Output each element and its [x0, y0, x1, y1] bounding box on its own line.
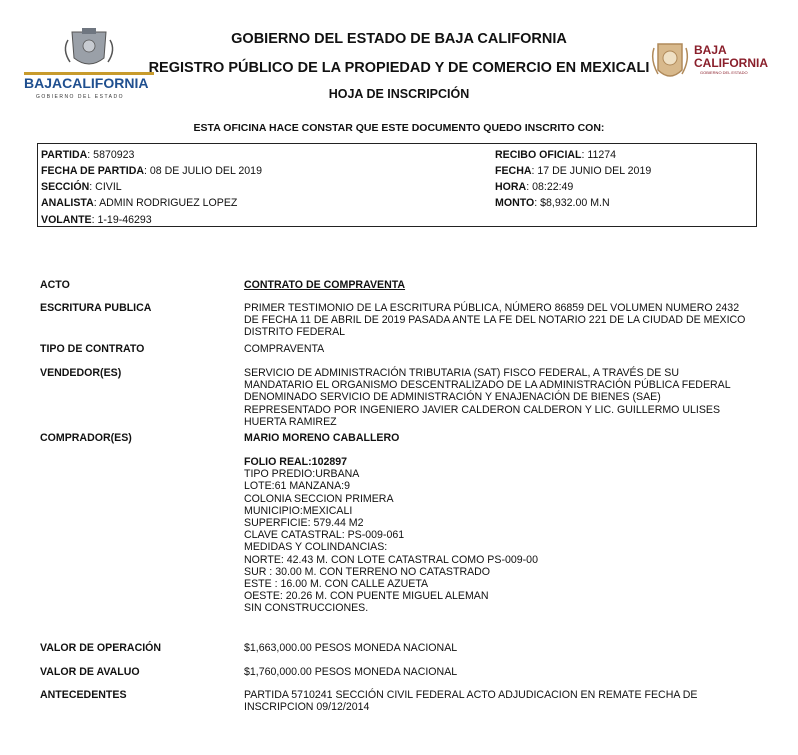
recibo-field: RECIBO OFICIAL: 11274 — [495, 149, 617, 161]
valor-operacion-label: VALOR DE OPERACIÓN — [40, 642, 162, 654]
baja-california-brand-logo — [650, 36, 780, 86]
comprador-value: MARIO MORENO CABALLERO — [244, 432, 400, 444]
logo-right-text-1: BAJA — [694, 43, 727, 57]
header-title-sheet: HOJA DE INSCRIPCIÓN — [328, 87, 470, 101]
vendedor-label: VENDEDOR(ES) — [40, 367, 122, 379]
vendedor-value: SERVICIO DE ADMINISTRACIÓN TRIBUTARIA (SAT) FISCO FEDERAL, A TRAVÉS DE SU MANDATARIO EL ORGANISMO DESCENTRALIZADO DE LA ADMINISTRACIÓN PÚBLICA FEDERAL DENOMINADO SERVICIO DE ADMINISTRACIÓN Y ENAJENACIÓN DE BIENES (SAE) REPRESENTADO POR INGENIERO JAVIER CALDERON CALDERON Y LIC. GUILLERMO ULISES HUERTA RAMIREZ — [244, 367, 731, 428]
fecha-partida-field: FECHA DE PARTIDA: 08 DE JULIO DEL 2019 — [41, 165, 262, 177]
antecedentes-label: ANTECEDENTES — [40, 689, 127, 701]
volante-field: VOLANTE: 1-19-46293 — [41, 214, 152, 226]
certification-statement: ESTA OFICINA HACE CONSTAR QUE ESTE DOCUMENTO QUEDO INSCRITO CON: — [193, 122, 605, 134]
logo-right-subtext: GOBIERNO DEL ESTADO — [700, 70, 748, 75]
valor-avaluo-value: $1,760,000.00 PESOS MONEDA NACIONAL — [244, 666, 458, 678]
monto-field: MONTO: $8,932.00 M.N — [495, 197, 610, 209]
antecedentes-value: PARTIDA 5710241 SECCIÓN CIVIL FEDERAL ACTO ADJUDICACION EN REMATE FECHA DE INSCRIPCION 09/12/2014 — [244, 689, 698, 714]
header-title-government: GOBIERNO DEL ESTADO DE BAJA CALIFORNIA — [231, 31, 567, 47]
escritura-value: PRIMER TESTIMONIO DE LA ESCRITURA PÚBLICA, NÚMERO 86859 DEL VOLUMEN NUMERO 2432 DE FECHA 11 DE ABRIL DE 2019 PASADA ANTE LA FE DEL NOTARIO 221 DE LA CIUDAD DE MEXICO DISTRITO FEDERAL — [244, 302, 746, 339]
logo-right-text-2: CALIFORNIA — [694, 56, 768, 70]
acto-label: ACTO — [40, 279, 70, 291]
acto-value: CONTRATO DE COMPRAVENTA — [244, 279, 406, 291]
tipo-contrato-value: COMPRAVENTA — [244, 343, 325, 355]
hora-field: HORA: 08:22:49 — [495, 181, 574, 193]
comprador-label: COMPRADOR(ES) — [40, 432, 132, 444]
logo-left-subtext: GOBIERNO DEL ESTADO — [36, 94, 124, 100]
fecha-field: FECHA: 17 DE JUNIO DEL 2019 — [495, 165, 652, 177]
registration-info-box — [37, 143, 757, 227]
folio-real-title: FOLIO REAL:102897 — [244, 456, 348, 468]
header-title-registry: REGISTRO PÚBLICO DE LA PROPIEDAD Y DE COMERCIO EN MEXICALI — [148, 60, 650, 76]
partida-field: PARTIDA: 5870923 — [41, 149, 135, 161]
seal-icon — [653, 44, 688, 76]
folio-real-block: FOLIO REAL:102897 TIPO PREDIO:URBANA LOTE:61 MANZANA:9 COLONIA SECCION PRIMERA MUNICIPIO:MEXICALI SUPERFICIE: 579.44 M2 CLAVE CATASTRAL: PS-009-061 MEDIDAS Y COLINDANCIAS: NORTE: 42.43 M. CON LOTE CATASTRAL COMO PS-009-00 SUR : 30.00 M. CON TERRENO NO CATASTRADO ESTE : 16.00 M. CON CALLE AZUETA OESTE: 20.26 M. CON PUENTE MIGUEL ALEMAN SIN CONSTRUCCIONES. — [244, 456, 764, 615]
valor-operacion-value: $1,663,000.00 PESOS MONEDA NACIONAL — [244, 642, 458, 654]
seccion-field: SECCIÓN: CIVIL — [41, 181, 122, 193]
tipo-contrato-label: TIPO DE CONTRATO — [40, 343, 145, 355]
valor-avaluo-label: VALOR DE AVALUO — [40, 666, 140, 678]
escritura-label: ESCRITURA PUBLICA — [40, 302, 152, 314]
analista-field: ANALISTA: ADMIN RODRIGUEZ LOPEZ — [41, 197, 238, 209]
logo-left-text: BAJACALIFORNIA — [24, 75, 149, 91]
